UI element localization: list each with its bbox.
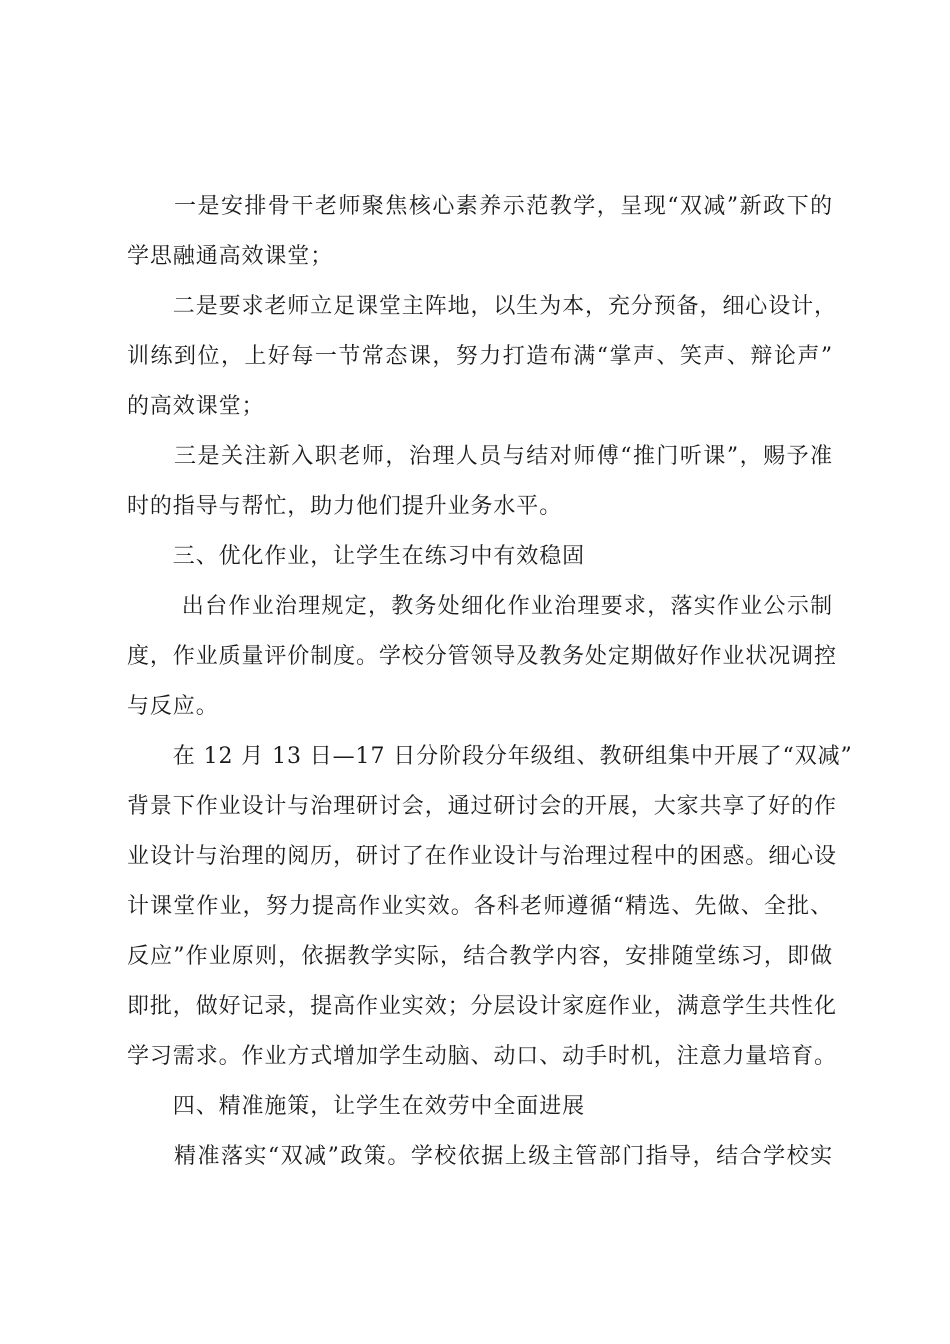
text-line: 业设计与治理的阅历，研讨了在作业设计与治理过程中的困惑。细心设 xyxy=(127,844,837,869)
text-line: 学习需求。作业方式增加学生动脑、动口、动手时机，注意力量培育。 xyxy=(127,1044,837,1069)
text-line: 时的指导与帮忙，助力他们提升业务水平。 xyxy=(127,494,563,519)
text-line: 二是要求老师立足课堂主阵地，以生为本，充分预备，细心设计， xyxy=(127,294,837,319)
text-line: 与反应。 xyxy=(127,694,219,719)
text-line: 反应”作业原则，依据教学实际，结合教学内容，安排随堂练习，即做 xyxy=(127,944,833,969)
text-line: 度，作业质量评价制度。学校分管领导及教务处定期做好作业状况调控 xyxy=(127,644,837,669)
text-line: 一是安排骨干老师聚焦核心素养示范教学，呈现“双减”新政下的 xyxy=(127,194,833,219)
text-line: 背景下作业设计与治理研讨会，通过研讨会的开展，大家共享了好的作 xyxy=(127,794,837,819)
text-line: 训练到位，上好每一节常态课，努力打造布满“掌声、笑声、辩论声” xyxy=(127,344,833,369)
text-line: 精准落实“双减”政策。学校依据上级主管部门指导，结合学校实 xyxy=(127,1144,833,1169)
text-line: 出台作业治理规定，教务处细化作业治理要求，落实作业公示制 xyxy=(127,594,833,619)
section-heading: 四、精准施策，让学生在效劳中全面进展 xyxy=(127,1094,586,1119)
text-line: 学思融通高效课堂； xyxy=(127,244,334,269)
text-line: 计课堂作业，努力提高作业实效。各科老师遵循“精选、先做、全批、 xyxy=(127,894,833,919)
section-heading: 三、优化作业，让学生在练习中有效稳固 xyxy=(127,544,586,569)
text-line: 的高效课堂； xyxy=(127,394,265,419)
text-line: 即批，做好记录，提高作业实效；分层设计家庭作业，满意学生共性化 xyxy=(127,994,837,1019)
text-line: 三是关注新入职老师，治理人员与结对师傅“推门听课”，赐予准 xyxy=(127,444,833,469)
text-line: 在 12 月 13 日—17 日分阶段分年级组、教研组集中开展了“双减” xyxy=(127,744,853,769)
